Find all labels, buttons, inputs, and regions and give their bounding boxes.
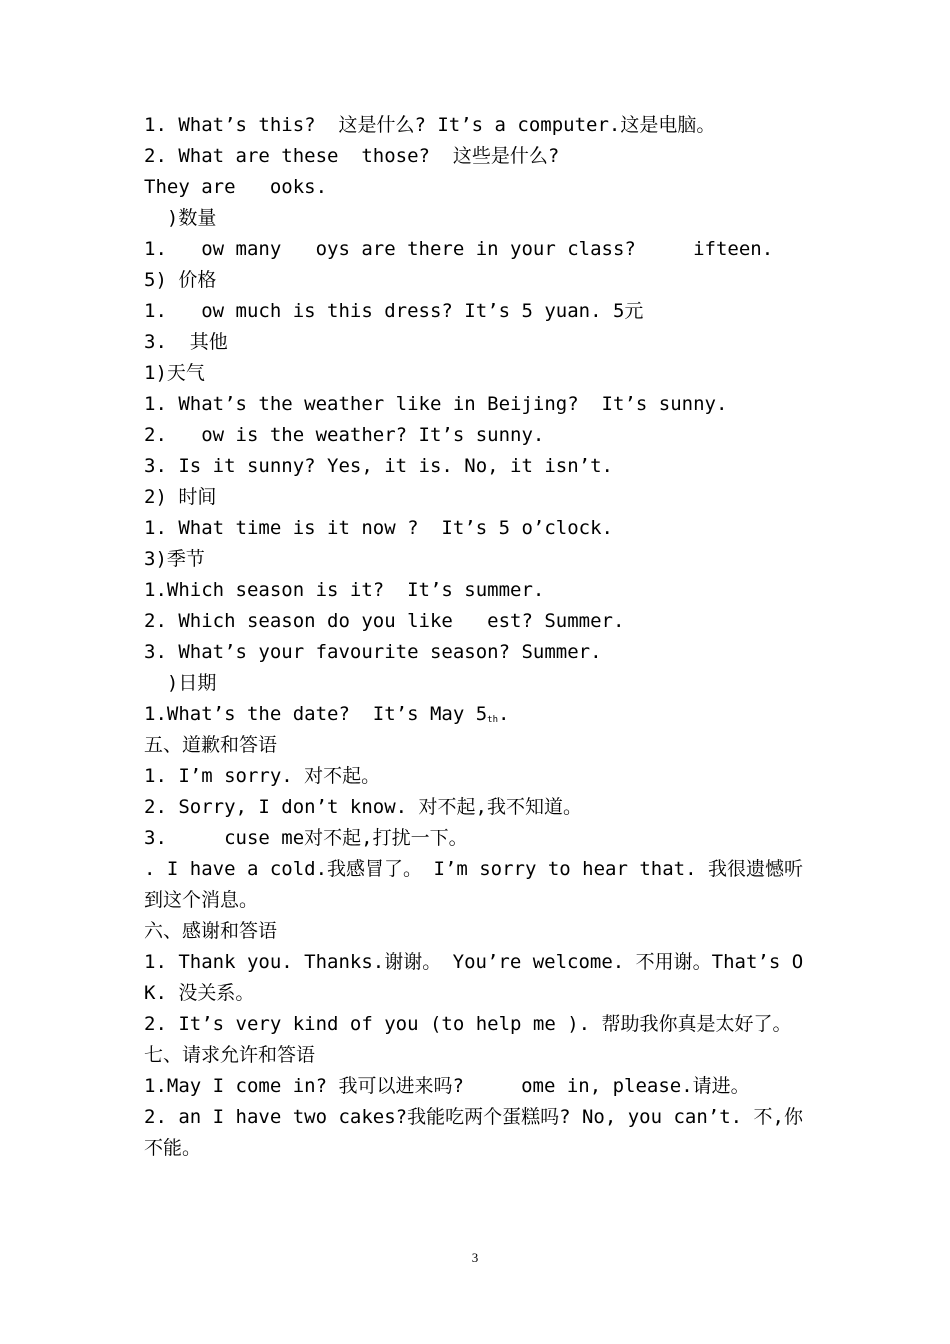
ordinal-suffix: th (487, 715, 499, 725)
text-line: 2. an I have two cakes?我能吃两个蛋糕吗? No, you can’t. 不,你不能。 (144, 1106, 803, 1159)
text-line: 1.May I come in? 我可以进来吗? ome in, please.请进。 (144, 1075, 750, 1097)
page-content (144, 110, 812, 1164)
period: . (498, 703, 510, 725)
text-line: 2. What are these those? 这些是什么? (144, 145, 560, 167)
text-line (144, 699, 812, 730)
section-heading: )数量 (144, 207, 217, 229)
text-line: 2. It’s very kind of you (to help me ). 帮助我你真是太好了。 (144, 1013, 792, 1035)
section-heading: 3. 其他 (144, 331, 228, 353)
section-heading: 5) 价格 (144, 269, 217, 291)
section-heading: 1)天气 (144, 362, 205, 384)
section-heading: 3)季节 (144, 548, 205, 570)
text-line: 1. I’m sorry. 对不起。 (144, 765, 381, 787)
section-heading: 七、请求允许和答语 (144, 1044, 316, 1066)
text-line: 1. What’s this? 这是什么? It’s a computer.这是电脑。 (144, 114, 716, 136)
section-heading: 六、感谢和答语 (144, 920, 278, 942)
text-line: 1. ow many oys are there in your class? ifteen. (144, 238, 774, 260)
text-line: 3. cuse me对不起,打扰一下。 (144, 827, 468, 849)
section-heading: 五、道歉和答语 (144, 734, 278, 756)
text-line: 3. Is it sunny? Yes, it is. No, it isn’t. (144, 455, 613, 477)
text-line: They are ooks. (144, 176, 328, 198)
text-line: 1. Thank you. Thanks.谢谢。 You’re welcome. 不用谢。That’s OK. 没关系。 (144, 951, 804, 1004)
text-line: 2. Sorry, I don’t know. 对不起,我不知道。 (144, 796, 582, 818)
text-line: 2. Which season do you like est? Summer. (144, 610, 625, 632)
section-heading: )日期 (144, 672, 217, 694)
date-question: 1.What’s the date? It’s May 5 (144, 703, 488, 725)
text-line: 1.Which season is it? It’s summer. (144, 579, 545, 601)
section-heading: 2) 时间 (144, 486, 217, 508)
text-line: 2. ow is the weather? It’s sunny. (144, 424, 545, 446)
text-line: 1. ow much is this dress? It’s 5 yuan. 5元 (144, 300, 644, 322)
text-line: 1. What time is it now ? It’s 5 o’clock. (144, 517, 613, 539)
text-line: 3. What’s your favourite season? Summer. (144, 641, 602, 663)
text-line: . I have a cold.我感冒了。 I’m sorry to hear that. 我很遗憾听到这个消息。 (144, 858, 803, 911)
page-number: 3 (471, 1250, 479, 1265)
text-line: 1. What’s the weather like in Beijing? It’s sunny. (144, 393, 728, 415)
